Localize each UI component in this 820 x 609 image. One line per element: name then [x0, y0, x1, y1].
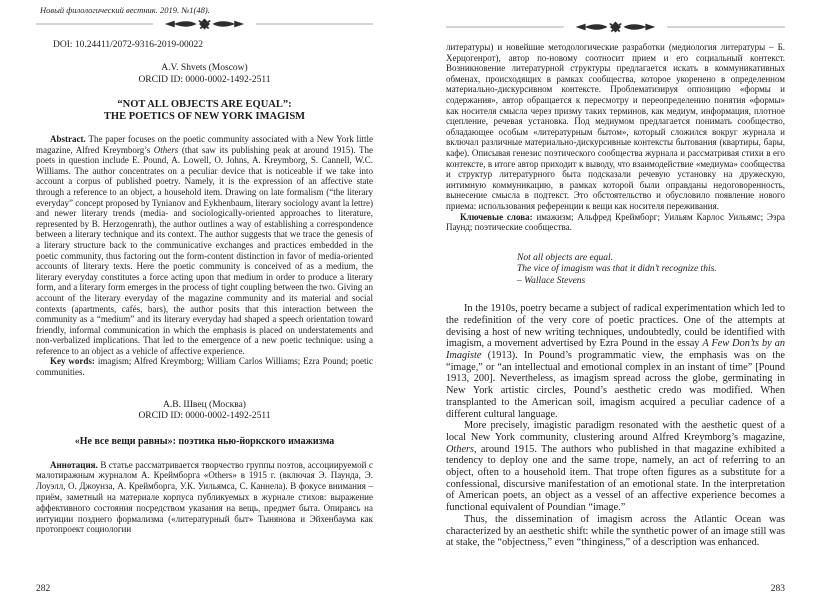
page-number-left: 282: [36, 584, 51, 594]
annotation-section: [36, 460, 373, 536]
epigraph-line2: The vice of imagism was that it didn’t recognize this.: [517, 264, 717, 275]
author-name: A.V. Shvets (Moscow): [161, 63, 248, 73]
fleuron-ornament-icon: [446, 20, 785, 34]
journal-header: Новый филологический вестник. 2019. №1(48).: [40, 5, 210, 15]
abstract-section: [36, 134, 373, 378]
article-body: [446, 303, 785, 549]
article-title-line1: “NOT ALL OBJECTS ARE EQUAL”:: [117, 99, 292, 110]
annotation-paragraph: Аннотация. В статье рассматривается творчество группы поэтов, ассоциируемой с малотиражным журналом А. Креймборга «Others» в 1915 г. (включая Э. Паунда, Э. Лоуэлл, О. Джоунза, А. Креймборга, У.К. Уильямса, С. Каннела). В фокусе внимания – приём, заметный на материале корпуса публикуемых в журнале стихов: выражение аффективного состояния посредством указания на вещь, предмет быта. Опираясь на интуиции позднего формализма («литературный быт» Тынянова и Эйхенбаума как протопроект социологии: [36, 459, 373, 535]
article-title-en: [36, 99, 373, 123]
body-paragraph-3: Thus, the dissemination of imagism across the Atlantic Ocean was characterized by an aesthetic shift: while the synthetic power of an image still was at stake, the “objectness,” even “thinginess,” of a description was enhanced.: [446, 513, 785, 549]
epigraph: [517, 253, 785, 288]
keywords-en: Key words: imagism; Alfred Kreymborg; William Carlos Williams; Ezra Pound; poetic communities.: [36, 356, 373, 378]
keywords-ru: Ключевые слова: имажизм; Альфред Креймборг; Уильям Карлос Уильямс; Эзра Паунд; поэтические сообщества.: [446, 211, 785, 233]
orcid-line-ru: ORCID ID: 0000-0002-1492-2511: [138, 411, 271, 422]
orcid-line: ORCID ID: 0000-0002-1492-2511: [138, 74, 271, 85]
annotation-continued-section: [446, 42, 785, 233]
page-number-right: 283: [770, 584, 785, 594]
annotation-continued-paragraph: литературы) и новейшие методологические разработки (медиология литературы – Б. Херцогенрот), автор по-новому соотносит прием и его социальный контекст. Возникновение литературной структуры предлагается искать в коммуникативных обменах, происходящих в рамках сообщества, которое укоренено в определенном материально-дискурсивном контексте. Проблематизируя оппозицию «формы и содержания», автор обращается к пересмотру и переопределению понятия «формы» как носителя смысла через призму таких терминов, как медиум, информация, плотное сцепление, речевая установка. Под медиумом предлагается понимать сообщество, обладающее особым «литературным бытом», который сложился вокруг журнала и включал различные материально-дискурсивные контексты бытования (квартиры, бары, кафе). Описывая генезис поэтического сообщества журнала и рассматривая стихи в его контексте, в итоге автор приходит к выводу, что взаимодействие «медиума» сообщества и структур литературного быта подсказали речевую установку на дружескую, интимную коммуникацию, в рамках которой были оправданы недоговоренность, вынесение смысла в подтекст. Это обстоятельство и обусловило появление нового приема: использования референции к вещи как носителя переживания.: [446, 42, 785, 211]
article-title-line2: THE POETICS OF NEW YORK IMAGISM: [103, 111, 306, 122]
body-paragraph-1: In the 1910s, poetry became a subject of radical experimentation which led to the redefinition of the very core of poetic practices. One of the attempts at devising a host of new writing techniques, undoubtedly, could be identified with imagism, a movement advertised by Ezra Pound in the essay A Few Don’ts by an Imagiste (1913). In Pound’s programmatic view, the emphasis was on the “image,” or “an intellectual and emotional complex in an instant of time” [Pound 1913, 200]. Nevertheless, as imagism spread across the globe, germinating in New York artistic circles, Pound’s aesthetic credo was modified. When transplanted to the American soil, imagism acquired a peculiar cadence of a different cultural language.: [446, 303, 785, 420]
epigraph-line1: Not all objects are equal.: [517, 252, 613, 263]
fleuron-ornament-icon: [36, 17, 373, 31]
epigraph-attribution: – Wallace Stevens: [517, 275, 586, 286]
author-name-ru: А.В. Швец (Москва): [163, 399, 246, 410]
body-paragraph-2: More precisely, imagistic paradigm resonated with the aesthetic quest of a local New York community, clustering around Alfred Kreymborg’s magazine, Others, around 1915. The authors who published in that magazine exhibited a tendency to deploy one and the same trope, namely, an act of referring to an object, often to a household item. That trope often figures as a substitute for a confessional, discursive manifestation of an emotional state. In the interpretation of American poets, an object as a vessel of an affective experience becomes a functional equivalent of Poundian “image.”: [446, 420, 785, 514]
page-right: [410, 0, 820, 609]
article-title-ru: «Не все вещи равны»: поэтика нью-йоркского имажизма: [74, 435, 335, 447]
author-block-ru: [36, 400, 373, 423]
author-block: [36, 63, 373, 86]
doi: DOI: 10.24411/2072-9316-2019-00022: [53, 40, 204, 50]
abstract-paragraph: Abstract. The paper focuses on the poetic community associated with a New York little magazine, Alfred Kreymborg’s Others (that saw its publishing peak at around 1915). The poets in question include E. Pound, A. Lowell, O. Johns, A. Kreymborg, S. Cannell, W.C. Williams. The author concentrates on a peculiar device that is noticeable if we take into account a corpus of published poetry. Namely, it is the expression of an affective state through a reference to an object, a household item. Drawing on late formalism (“the literary everyday” concept proposed by Tynianov and Eykhenbaum, literary sociology avant la lettre) and newer literary trends (media- and sociologically-oriented approaches to literature, represented by B. Herzogenrath), the author outlines a way of establishing a correspondence between a literary technique and its context. The author suggests that we trace the genesis of a literary structure back to the communicative exchanges and practices embedded in the poetic community, thus factoring out the form-content distinction in favor of media-oriented accounts of literary texts. Here the poetic community is conceived of as a medium, the literary everyday constitutes a force acting upon that medium in order to produce a literary form, and a literary form emerges in the process of tight coupling between the two. Giving an account of the literary everyday of the magazine community and its material and social contexts (apartments, cafés, bars), the author posits that this interaction between the community as a “medium” and its literary everyday had shaped a speech orientation toward friendly, informal communication in which the emphasis is placed on understatements and non-verbalized implications. That led to the emergence of a new poetic technique: using a reference to an object as a vehicle of affective experience.: [36, 134, 373, 356]
